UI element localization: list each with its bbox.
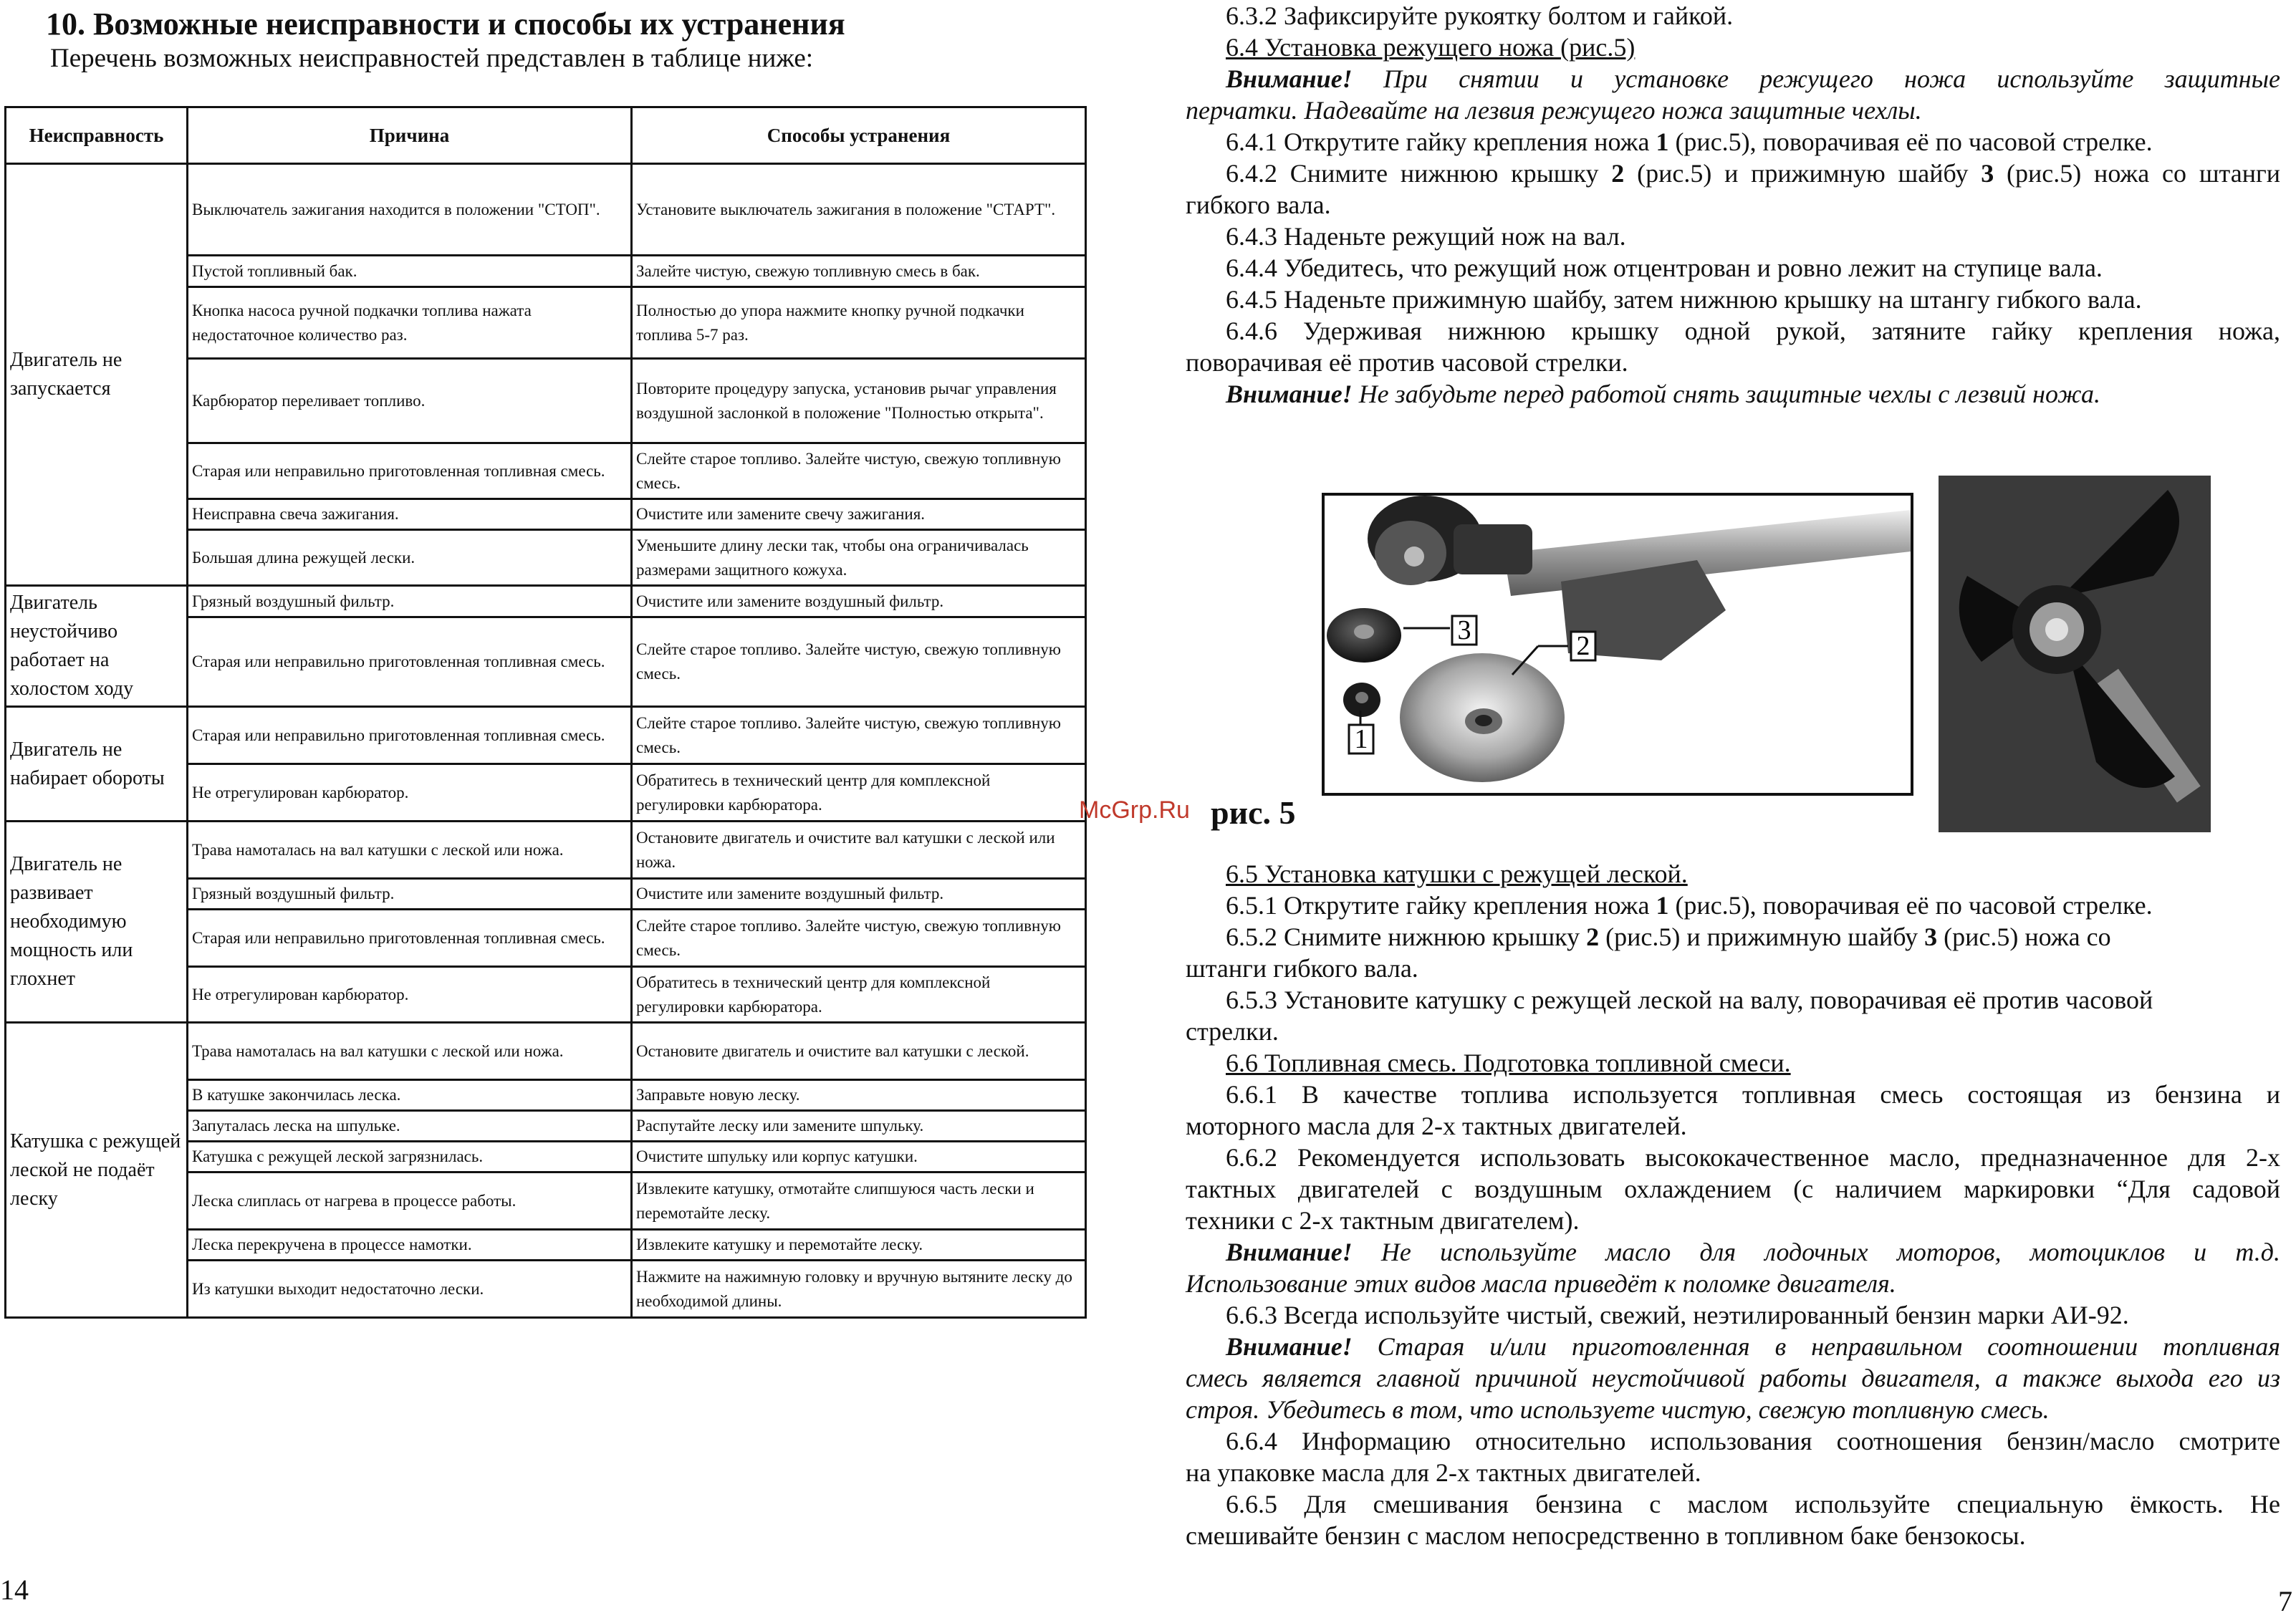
cause-cell: Старая или неправильно приготовленная топливная смесь. xyxy=(188,617,632,707)
fix-cell: Установите выключатель зажигания в положение "СТАРТ". xyxy=(632,164,1086,256)
cause-cell: Не отрегулирован карбюратор. xyxy=(188,967,632,1023)
cause-cell: Не отрегулирован карбюратор. xyxy=(188,764,632,822)
cause-cell: Запуталась леска на шпульке. xyxy=(188,1111,632,1142)
paragraph: 6.4.4 Убедитесь, что режущий нож отцентрован и ровно лежит на ступице вала. xyxy=(1226,254,2103,282)
fix-cell: Очистите или замените воздушный фильтр. xyxy=(632,879,1086,910)
cause-cell: Леска перекручена в процессе намотки. xyxy=(188,1230,632,1261)
paragraph: 6.6.3 Всегда используйте чистый, свежий, неэтилированный бензин марки АИ-92. xyxy=(1226,1301,2129,1329)
problem-cell: Двигатель неустойчиво работает на холостом ходу xyxy=(6,586,188,707)
warning-paragraph xyxy=(1186,1331,2280,1362)
cause-cell: Трава намоталась на вал катушки с леской или ножа. xyxy=(188,822,632,879)
paragraph-continuation: техники с 2-х тактным двигателем). xyxy=(1186,1206,1580,1235)
right-text-block-top xyxy=(1186,0,2280,410)
cause-cell: Старая или неправильно приготовленная топливная смесь. xyxy=(188,910,632,967)
part-number: 3 xyxy=(1981,159,1994,188)
paragraph: 6.6.4 Информацию относительно использования соотношения бензин/масло смотрите xyxy=(1226,1427,2280,1455)
warning-label: Внимание! xyxy=(1226,64,1353,93)
page-number: 14 xyxy=(0,1574,29,1606)
cause-cell: Выключатель зажигания находится в положении "СТОП". xyxy=(188,164,632,256)
paragraph-continuation: стрелки. xyxy=(1186,1017,1279,1046)
warning-text: перчатки. Надевайте на лезвия режущего ножа защитные чехлы. xyxy=(1186,96,1922,125)
cause-cell: Пустой топливный бак. xyxy=(188,256,632,287)
warning-paragraph xyxy=(1186,1236,2280,1268)
fix-cell: Нажмите на нажимную головку и вручную вытяните леску до необходимой длины. xyxy=(632,1261,1086,1318)
warning-label: Внимание! xyxy=(1226,1332,1353,1361)
paragraph-continuation: тактных двигателей с воздушным охлаждением (с наличием маркировки “Для садовой xyxy=(1186,1175,2280,1203)
fix-cell: Заправьте новую леску. xyxy=(632,1080,1086,1111)
figure-caption: рис. 5 xyxy=(1211,794,1296,831)
blade-illustration xyxy=(1939,476,2211,832)
fix-cell: Извлеките катушку, отмотайте слипшуюся часть лески и перемотайте леску. xyxy=(632,1172,1086,1230)
paragraph: 6.5.3 Установите катушку с режущей леской на валу, поворачивая её против часовой xyxy=(1226,986,2153,1014)
fix-cell: Извлеките катушку и перемотайте леску. xyxy=(632,1230,1086,1261)
callout-2: 2 xyxy=(1576,631,1590,661)
cause-cell: Из катушки выходит недостаточно лески. xyxy=(188,1261,632,1318)
fix-cell: Очистите или замените воздушный фильтр. xyxy=(632,586,1086,617)
paragraph-continuation: штанги гибкого вала. xyxy=(1186,954,1418,983)
text-run: (рис.5), поворачивая её по часовой стрелке. xyxy=(1668,127,2153,156)
fix-cell: Слейте старое топливо. Залейте чистую, свежую топливную смесь. xyxy=(632,617,1086,707)
cause-cell: Кнопка насоса ручной подкачки топлива нажата недостаточное количество раз. xyxy=(188,287,632,359)
cause-cell: Старая или неправильно приготовленная топливная смесь. xyxy=(188,443,632,499)
figure-parts-photo xyxy=(1322,493,1913,796)
part-number: 1 xyxy=(1656,891,1669,920)
fix-cell: Уменьшите длину лески так, чтобы она ограничивалась размерами защитного кожуха. xyxy=(632,530,1086,586)
warning-paragraph xyxy=(1186,378,2280,410)
table-row xyxy=(6,707,1086,764)
paragraph-continuation: смешивайте бензин с маслом непосредственно в топливном баке бензокосы. xyxy=(1186,1521,2026,1550)
warning-text: Использование этих видов масла приведёт к поломке двигателя. xyxy=(1186,1269,1896,1298)
warning-paragraph xyxy=(1186,63,2280,95)
parts-illustration xyxy=(1325,496,1911,793)
callout-1: 1 xyxy=(1354,724,1368,754)
part-number: 2 xyxy=(1586,923,1600,951)
cause-cell: Карбюратор переливает топливо. xyxy=(188,359,632,443)
fix-cell: Очистите шпульку или корпус катушки. xyxy=(632,1142,1086,1172)
paragraph-continuation: моторного масла для 2-х тактных двигателей. xyxy=(1186,1112,1687,1140)
paragraph: 6.3.2 Зафиксируйте рукоятку болтом и гайкой. xyxy=(1226,1,1734,30)
text-run: (рис.5) ножа со xyxy=(1937,923,2111,951)
problem-cell: Двигатель не развивает необходимую мощность или глохнет xyxy=(6,822,188,1023)
problem-cell: Катушка с режущей леской не подаёт леску xyxy=(6,1023,188,1318)
subsection-title: 6.6 Топливная смесь. Подготовка топливной смеси. xyxy=(1226,1049,1791,1077)
fix-cell: Остановите двигатель и очистите вал катушки с леской. xyxy=(632,1023,1086,1080)
fix-cell: Остановите двигатель и очистите вал катушки с леской или ножа. xyxy=(632,822,1086,879)
cause-cell: Старая или неправильно приготовленная топливная смесь. xyxy=(188,707,632,764)
paragraph: 6.6.5 Для смешивания бензина с маслом используйте специальную ёмкость. Не xyxy=(1226,1490,2280,1518)
part-number: 3 xyxy=(1924,923,1938,951)
column-header-cause: Причина xyxy=(188,107,632,164)
text-run: (рис.5) и прижимную шайбу xyxy=(1599,923,1925,951)
fix-cell: Залейте чистую, свежую топливную смесь в бак. xyxy=(632,256,1086,287)
section-heading: 10. Возможные неисправности и способы их устранения xyxy=(46,6,845,42)
subsection-title: 6.5 Установка катушки с режущей леской. xyxy=(1226,859,1688,888)
problem-cell: Двигатель не запускается xyxy=(6,164,188,586)
column-header-fix: Способы устранения xyxy=(632,107,1086,164)
text-run: (рис.5) и прижимную шайбу xyxy=(1624,159,1982,188)
cause-cell: В катушке закончилась леска. xyxy=(188,1080,632,1111)
cause-cell: Катушка с режущей леской загрязнилась. xyxy=(188,1142,632,1172)
paragraph: 6.4.6 Удерживая нижнюю крышку одной рукой, затяните гайку крепления ножа, xyxy=(1226,317,2280,345)
section-intro: Перечень возможных неисправностей представлен в таблице ниже: xyxy=(50,44,814,73)
paragraph: 6.4.3 Наденьте режущий нож на вал. xyxy=(1226,222,1626,251)
table-header-row xyxy=(6,107,1086,164)
paragraph: 6.4.5 Наденьте прижимную шайбу, затем нижнюю крышку на штангу гибкого вала. xyxy=(1226,285,2142,314)
fix-cell: Распутайте леску или замените шпульку. xyxy=(632,1111,1086,1142)
fix-cell: Повторите процедуру запуска, установив рычаг управления воздушной заслонкой в положение "Полностью открыта". xyxy=(632,359,1086,443)
paragraph-continuation: на упаковке масла для 2-х тактных двигателей. xyxy=(1186,1458,1701,1487)
fix-cell: Слейте старое топливо. Залейте чистую, свежую топливную смесь. xyxy=(632,443,1086,499)
cause-cell: Большая длина режущей лески. xyxy=(188,530,632,586)
paragraph xyxy=(1186,890,2280,921)
fix-cell: Очистите или замените свечу зажигания. xyxy=(632,499,1086,530)
watermark: McGrp.Ru xyxy=(1079,796,1190,824)
paragraph xyxy=(1186,126,2280,158)
cause-cell: Грязный воздушный фильтр. xyxy=(188,879,632,910)
warning-label: Внимание! xyxy=(1226,1238,1353,1266)
warning-text: строя. Убедитесь в том, что используете чистую, свежую топливную смесь. xyxy=(1186,1395,2050,1424)
figure-blade-photo xyxy=(1939,476,2211,832)
text-run: (рис.5), поворачивая её по часовой стрелке. xyxy=(1668,891,2153,920)
text-run: 6.4.2 Снимите нижнюю крышку xyxy=(1226,159,1612,188)
fix-cell: Полностью до упора нажмите кнопку ручной подкачки топлива 5-7 раз. xyxy=(632,287,1086,359)
cause-cell: Неисправна свеча зажигания. xyxy=(188,499,632,530)
column-header-problem: Неисправность xyxy=(6,107,188,164)
warning-text: Не используйте масло для лодочных моторов, мотоциклов и т.д. xyxy=(1380,1238,2280,1266)
paragraph: 6.6.2 Рекомендуется использовать высококачественное масло, предназначенное для 2-х xyxy=(1226,1143,2280,1172)
fix-cell: Слейте старое топливо. Залейте чистую, свежую топливную смесь. xyxy=(632,910,1086,967)
table-row xyxy=(6,1023,1086,1080)
table-row xyxy=(6,822,1086,879)
part-number: 1 xyxy=(1656,127,1669,156)
fix-cell: Обратитесь в технический центр для комплексной регулировки карбюратора. xyxy=(632,967,1086,1023)
warning-text: Старая и/или приготовленная в неправильном соотношении топливная xyxy=(1377,1332,2281,1361)
warning-text: При снятии и установке режущего ножа используйте защитные xyxy=(1383,64,2281,93)
troubleshooting-table xyxy=(4,106,1087,1319)
problem-cell: Двигатель не набирает обороты xyxy=(6,707,188,822)
text-run: 6.5.2 Снимите нижнюю крышку xyxy=(1226,923,1587,951)
text-run: (рис.5) ножа со штанги xyxy=(1994,159,2280,188)
table-row xyxy=(6,164,1086,256)
paragraph xyxy=(1186,921,2280,953)
paragraph xyxy=(1186,158,2280,189)
paragraph: 6.6.1 В качестве топлива используется топливная смесь состоящая из бензина и xyxy=(1226,1080,2280,1109)
text-run: 6.5.1 Открутите гайку крепления ножа xyxy=(1226,891,1656,920)
text-run: 6.4.1 Открутите гайку крепления ножа xyxy=(1226,127,1656,156)
cause-cell: Грязный воздушный фильтр. xyxy=(188,586,632,617)
subsection-title: 6.4 Установка режущего ножа (рис.5) xyxy=(1226,33,1635,62)
cause-cell: Леска слиплась от нагрева в процессе работы. xyxy=(188,1172,632,1230)
paragraph-continuation: поворачивая её против часовой стрелки. xyxy=(1186,348,1628,377)
warning-text: Не забудьте перед работой снять защитные чехлы с лезвий ножа. xyxy=(1358,380,2101,408)
fix-cell: Обратитесь в технический центр для комплексной регулировки карбюратора. xyxy=(632,764,1086,822)
fix-cell: Слейте старое топливо. Залейте чистую, свежую топливную смесь. xyxy=(632,707,1086,764)
part-number: 2 xyxy=(1611,159,1625,188)
page-number: 7 xyxy=(2278,1585,2292,1617)
warning-label: Внимание! xyxy=(1226,380,1353,408)
paragraph-continuation: гибкого вала. xyxy=(1186,191,1331,219)
cause-cell: Трава намоталась на вал катушки с леской или ножа. xyxy=(188,1023,632,1080)
right-text-block-bottom xyxy=(1186,858,2280,1551)
table-row xyxy=(6,586,1086,617)
warning-text: смесь является главной причиной неустойчивой работы двигателя, а также выхода его из xyxy=(1186,1364,2280,1392)
callout-3: 3 xyxy=(1457,615,1471,645)
